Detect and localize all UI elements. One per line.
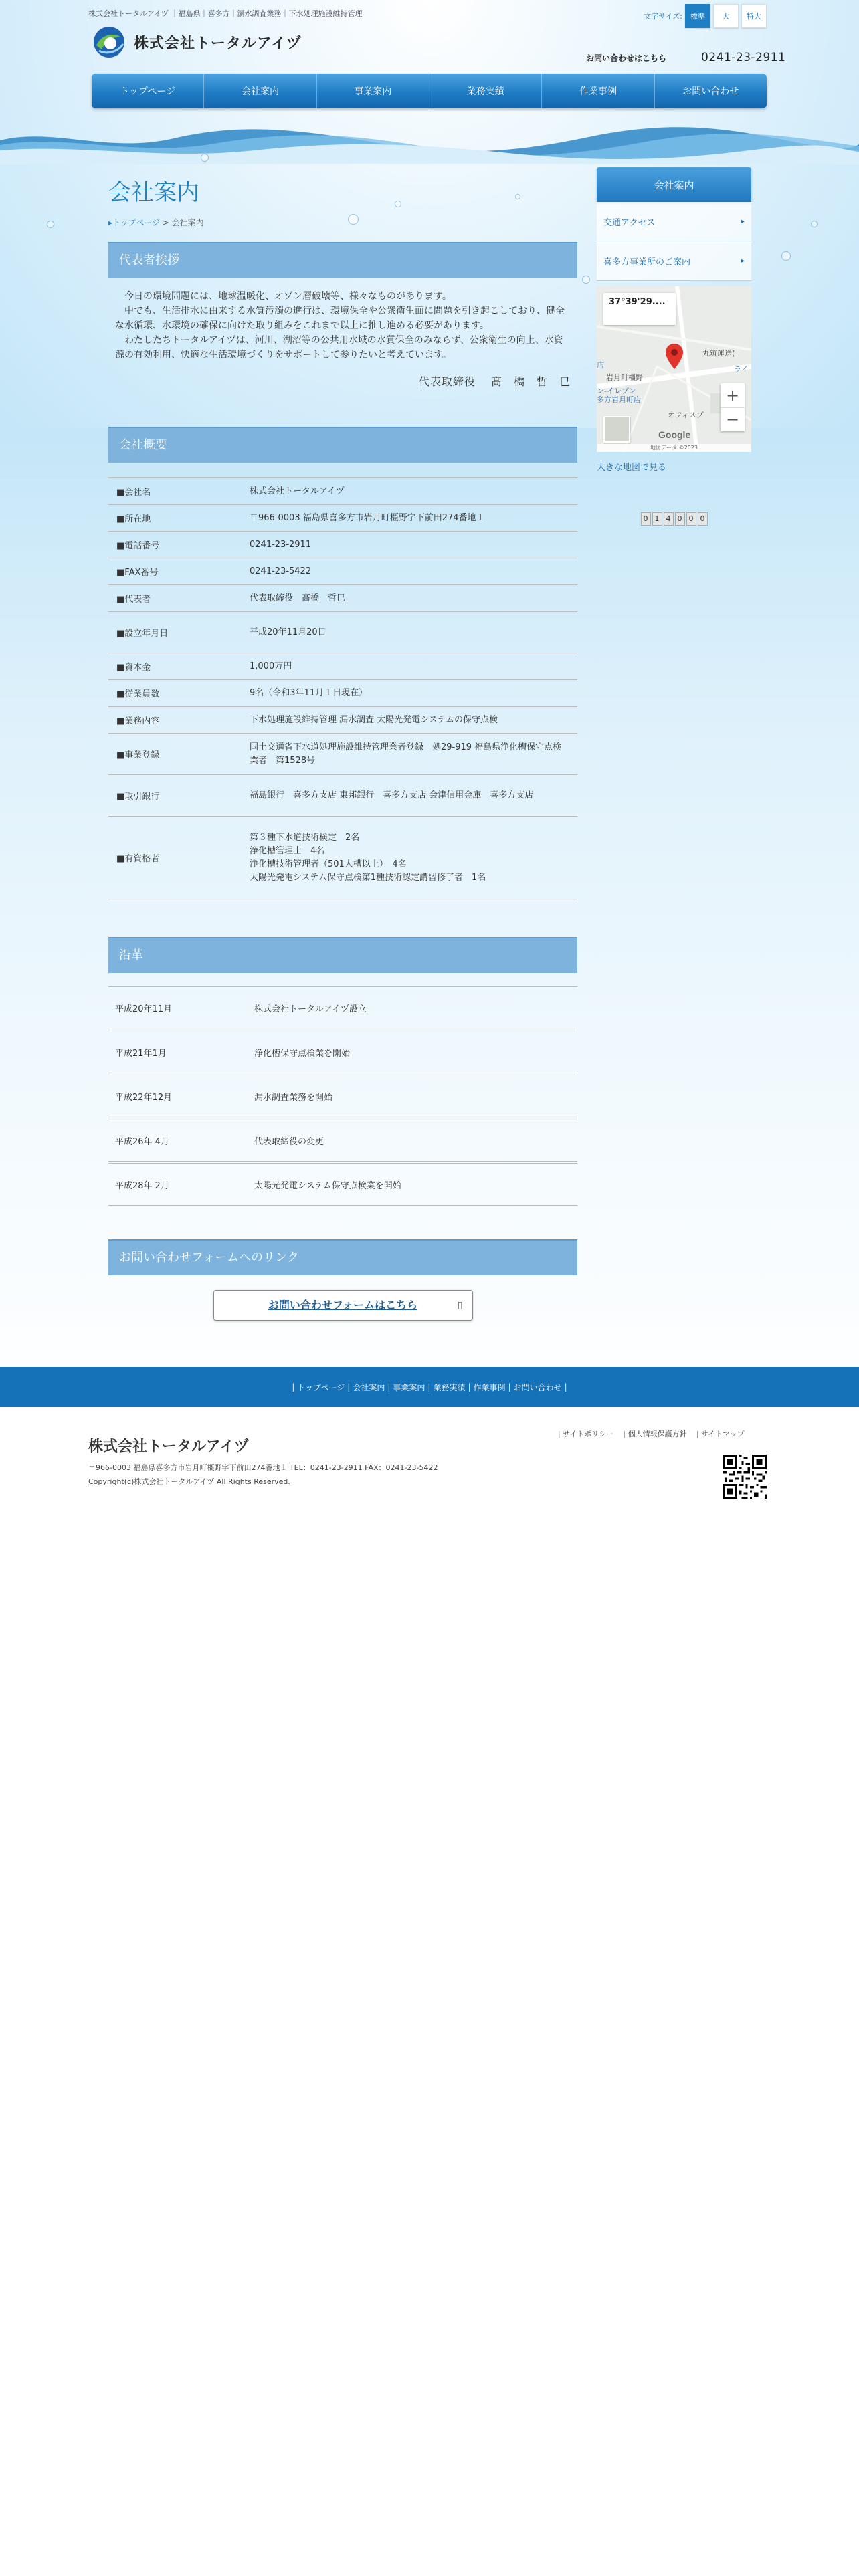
zoom-in-button[interactable]: + xyxy=(721,383,745,408)
footer-navigation: | トップページ | 会社案内 | 事業案内 | 業務実績 | 作業事例 | お問い合わせ | xyxy=(0,1367,859,1407)
table-row xyxy=(108,478,577,505)
map-label: 多方岩月町店 xyxy=(597,395,641,404)
counter-digit: 0 xyxy=(698,512,708,526)
table-row xyxy=(108,612,577,653)
footer-company-name: 株式会社トータルアイヅ xyxy=(88,1438,250,1455)
greeting-section xyxy=(108,242,577,389)
breadcrumb-home-label: トップページ xyxy=(112,218,160,227)
sitemap-link[interactable]: | サイトマップ xyxy=(696,1428,745,1439)
nav-item-results[interactable]: 業務実績 xyxy=(430,74,542,108)
footer-link-company[interactable]: 会社案内 xyxy=(353,1382,385,1392)
site-policy-link[interactable]: | サイトポリシー xyxy=(558,1428,613,1439)
table-row xyxy=(108,707,577,734)
qualification-line: 浄化槽技術管理者（501人槽以上） 4名 xyxy=(250,859,407,869)
footer-utility-links xyxy=(558,1428,745,1439)
qualification-line: 太陽光発電システム保守点検第1種技術認定講習修了者 1名 xyxy=(250,872,486,883)
table-label: ■所在地 xyxy=(108,505,242,532)
map-label: ン-イレブン xyxy=(597,387,636,395)
qualification-line: 浄化槽管理士 4名 xyxy=(250,845,325,856)
breadcrumb xyxy=(108,217,577,230)
table-row xyxy=(108,734,577,775)
history-date: 平成20年11月 xyxy=(115,1004,173,1014)
table-row xyxy=(108,505,577,532)
contact-form-button-label: お問い合わせフォームはこちら xyxy=(268,1299,418,1311)
history-event: 株式会社トータルアイヅ設立 xyxy=(254,1004,367,1014)
breadcrumb-home-link[interactable] xyxy=(108,218,160,227)
table-label: ■取引銀行 xyxy=(108,775,242,817)
footer-link-cases[interactable]: 作業事例 xyxy=(473,1382,506,1392)
nav-item-cases[interactable]: 作業事例 xyxy=(542,74,654,108)
table-row xyxy=(108,817,577,899)
nav-item-top[interactable]: トップページ xyxy=(92,74,204,108)
bubble-decoration xyxy=(582,276,590,284)
footer-link-results[interactable]: 業務実績 xyxy=(433,1382,466,1392)
table-value: 0241-23-5422 xyxy=(242,558,577,585)
table-value: 代表取締役 髙橋 哲巳 xyxy=(242,585,577,612)
table-label: ■従業員数 xyxy=(108,680,242,707)
font-size-switcher xyxy=(644,4,767,28)
bubble-decoration xyxy=(811,221,818,227)
greeting-paragraph: 中でも、生活排水に由来する水質汚濁の進行は、環境保全や公衆衛生面に問題を引き起こしており、健全な水循環、水環境の確保に向けた取り組みをこれまで以上に推し進める必要があります。 xyxy=(115,306,565,331)
contact-form-button[interactable] xyxy=(213,1290,473,1321)
page-title: 会社案内 xyxy=(108,179,199,206)
table-value: 1,000万円 xyxy=(242,653,577,680)
table-label: ■事業登録 xyxy=(108,734,242,775)
overview-section xyxy=(108,427,577,899)
view-larger-map-link[interactable]: 大きな地図で見る xyxy=(597,463,667,473)
history-date: 平成26年 4月 xyxy=(115,1136,169,1147)
greeting-heading: 代表者挨拶 xyxy=(108,242,577,278)
bubble-decoration xyxy=(47,221,54,228)
header-phone-number[interactable]: 0241-23-2911 xyxy=(701,51,786,64)
map-label: 岩月町橿野 xyxy=(606,373,643,382)
contact-form-section xyxy=(108,1239,577,1321)
history-event: 代表取締役の変更 xyxy=(254,1136,324,1147)
history-date: 平成22年12月 xyxy=(115,1092,173,1103)
copyright: Copyright(c)株式会社トータルアイヅ All Rights Reserved. xyxy=(88,1477,290,1486)
counter-digit: 4 xyxy=(664,512,674,526)
privacy-policy-link[interactable]: | 個人情報保護方針 xyxy=(623,1428,686,1439)
company-name: 株式会社トータルアイヅ xyxy=(134,35,302,52)
triangle-right-icon: ▸ xyxy=(741,257,745,265)
breadcrumb-current: 会社案内 xyxy=(171,218,204,227)
table-row xyxy=(108,653,577,680)
sidebar xyxy=(597,167,751,526)
water-wave-decoration xyxy=(0,124,859,164)
history-row xyxy=(108,1031,577,1073)
table-value xyxy=(242,817,577,899)
table-label: ■資本金 xyxy=(108,653,242,680)
history-event: 漏水調査業務を開始 xyxy=(254,1092,333,1103)
history-row xyxy=(108,1119,577,1162)
table-value: 下水処理施設維持管理 漏水調査 太陽光発電システムの保守点検 xyxy=(242,707,577,734)
visitor-counter xyxy=(641,512,708,526)
history-event: 太陽光発電システム保守点検業を開始 xyxy=(254,1180,401,1191)
sidebar-item-office[interactable] xyxy=(597,241,751,281)
footer-link-top[interactable]: トップページ xyxy=(297,1382,345,1392)
map-label: ライ xyxy=(734,365,749,374)
table-label: ■電話番号 xyxy=(108,532,242,558)
table-row xyxy=(108,775,577,817)
table-row xyxy=(108,585,577,612)
table-label: ■有資格者 xyxy=(108,817,242,899)
qr-code-icon xyxy=(723,1455,767,1499)
sidebar-item-label: 交通アクセス xyxy=(603,217,656,228)
table-value: 9名（令和3年11月１日現在） xyxy=(242,680,577,707)
map-label: 丸筑運送( xyxy=(702,349,735,358)
font-size-standard-button[interactable]: 標準 xyxy=(685,4,710,28)
map-coordinates: 37°39'29.... xyxy=(603,293,676,325)
history-date: 平成21年1月 xyxy=(115,1048,167,1059)
contact-label: お問い合わせはこちら xyxy=(586,53,667,63)
contact-form-heading: お問い合わせフォームへのリンク xyxy=(108,1239,577,1275)
breadcrumb-separator: > xyxy=(159,218,172,227)
history-section xyxy=(108,937,577,1206)
sidebar-heading: 会社案内 xyxy=(597,167,751,202)
map-zoom-control xyxy=(721,383,745,431)
site-tagline: 株式会社トータルアイヅ ｜福島県｜喜多方｜漏水調査業務｜下水処理施設維持管理 xyxy=(88,9,363,18)
table-label: ■設立年月日 xyxy=(108,612,242,653)
zoom-out-button[interactable]: − xyxy=(725,410,740,429)
counter-digit: 0 xyxy=(675,512,685,526)
font-size-large-button[interactable]: 大 xyxy=(713,4,739,28)
footer-address: 〒966-0003 福島県喜多方市岩月町橿野字下前田274番地１ TEL：0241-23-2911 FAX：0241-23-5422 xyxy=(88,1463,438,1472)
breadcrumb-arrow-icon: ▸ xyxy=(108,218,113,227)
greeting-signature: 代表取締役 髙 橋 哲 巳 xyxy=(418,375,571,388)
map-label: 店 xyxy=(597,361,604,370)
map-label: オフィスブ xyxy=(668,411,704,419)
map-type-toggle[interactable] xyxy=(603,416,630,443)
table-value: 国土交通省下水道処理施設維持管理業者登録 処29-919 福島県浄化槽保守点検業者 第1528号 xyxy=(242,734,577,775)
history-heading: 沿革 xyxy=(108,937,577,973)
overview-heading: 会社概要 xyxy=(108,427,577,463)
table-row xyxy=(108,558,577,585)
table-value: 福島銀行 喜多方支店 東邦銀行 喜多方支店 会津信用金庫 喜多方支店 xyxy=(242,775,577,817)
sidebar-item-access[interactable] xyxy=(597,202,751,241)
google-logo: Google xyxy=(658,429,691,440)
global-navigation xyxy=(92,74,767,108)
history-row xyxy=(108,986,577,1029)
font-size-label: 文字サイズ: xyxy=(644,12,682,21)
main-content xyxy=(108,175,577,1321)
map-pin-icon[interactable] xyxy=(666,344,683,369)
overview-table xyxy=(108,477,577,899)
google-map[interactable] xyxy=(597,286,751,452)
table-label: ■会社名 xyxy=(108,478,242,505)
counter-digit: 0 xyxy=(641,512,651,526)
table-value: 株式会社トータルアイヅ xyxy=(242,478,577,505)
qualification-line: 第３種下水道技術検定 2名 xyxy=(250,832,360,843)
greeting-paragraph: わたしたちトータルアイヅは、河川、湖沼等の公共用水域の水質保全のみならず、公衆衛生の向上、水資源の有効利用、快適な生活環境づくりをサポートして参りたいと考えています。 xyxy=(115,335,563,360)
table-label: ■業務内容 xyxy=(108,707,242,734)
nav-item-company[interactable]: 会社案内 xyxy=(204,74,316,108)
external-link-icon: ▯ xyxy=(457,1300,463,1311)
greeting-paragraph: 今日の環境問題には、地球温暖化、オゾン層破壊等、様々なものがあります。 xyxy=(124,291,452,302)
table-label: ■代表者 xyxy=(108,585,242,612)
table-value: 平成20年11月20日 xyxy=(242,612,577,653)
greeting-body xyxy=(108,278,577,389)
sidebar-item-label: 喜多方事業所のご案内 xyxy=(603,257,691,267)
site-logo[interactable] xyxy=(92,25,302,59)
footer-link-contact[interactable]: お問い合わせ xyxy=(513,1382,562,1392)
triangle-right-icon: ▸ xyxy=(741,217,745,225)
counter-digit: 1 xyxy=(652,512,662,526)
nav-item-contact[interactable]: お問い合わせ xyxy=(682,86,739,97)
font-size-xlarge-button[interactable]: 特大 xyxy=(741,4,767,28)
history-row xyxy=(108,1075,577,1117)
table-value: 〒966-0003 福島県喜多方市岩月町橿野字下前田274番地１ xyxy=(242,505,577,532)
history-list xyxy=(108,986,577,1206)
bubble-decoration xyxy=(781,251,791,261)
history-date: 平成28年 2月 xyxy=(115,1180,169,1191)
table-value: 0241-23-2911 xyxy=(242,532,577,558)
map-footer: 地図データ ©2023 xyxy=(597,444,751,452)
history-event: 浄化槽保守点検業を開始 xyxy=(254,1048,351,1059)
nav-item-business[interactable]: 事業案内 xyxy=(317,74,430,108)
table-label: ■FAX番号 xyxy=(108,558,242,585)
footer-link-business[interactable]: 事業案内 xyxy=(393,1382,425,1392)
counter-digit: 0 xyxy=(686,512,696,526)
table-row xyxy=(108,680,577,707)
table-row xyxy=(108,532,577,558)
history-row xyxy=(108,1163,577,1206)
bubble-decoration xyxy=(201,154,209,162)
logo-mark-icon xyxy=(92,25,126,59)
